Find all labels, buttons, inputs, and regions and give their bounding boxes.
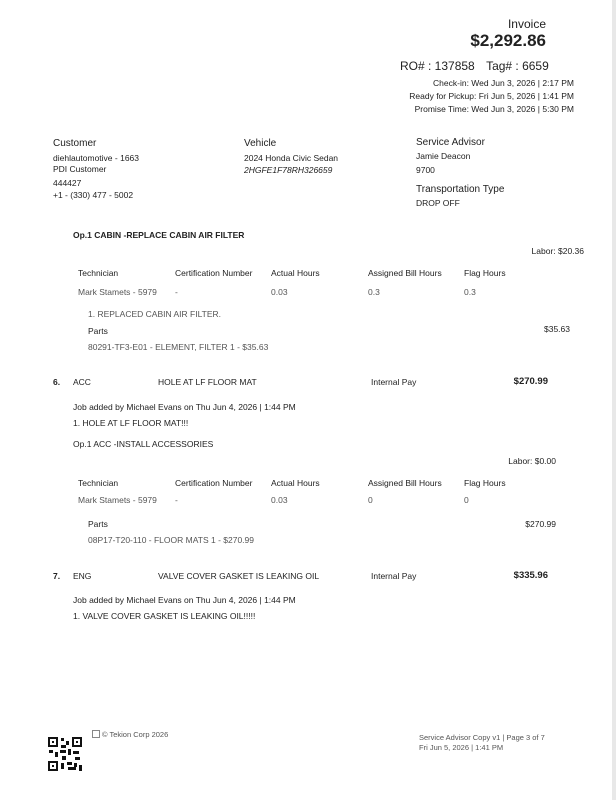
advisor-number: 9700 xyxy=(416,165,435,175)
advisor-label: Service Advisor xyxy=(416,137,485,148)
footer-printed: Fri Jun 5, 2026 | 1:41 PM xyxy=(419,743,504,752)
job6-tech-header-assigned: Assigned Bill Hours xyxy=(368,478,442,488)
tech-row-actual: 0.03 xyxy=(271,287,288,297)
op-cabin-part-line: 80291-TF3-E01 - ELEMENT, FILTER 1 - $35.63 xyxy=(88,342,269,352)
invoice-label: Invoice xyxy=(507,17,546,31)
job6-labor: Labor: $0.00 xyxy=(508,456,556,466)
job7-code: ENG xyxy=(73,571,92,581)
op-cabin-labor: Labor: $20.36 xyxy=(531,246,584,256)
footer-copyright xyxy=(92,730,168,739)
op-cabin-title-text: Op.1 CABIN -REPLACE CABIN AIR FILTER xyxy=(73,230,245,240)
customer-type: PDI Customer xyxy=(53,164,107,174)
job6-tech-row-cert: - xyxy=(175,495,178,505)
calendar-icon xyxy=(92,730,100,738)
job6-tech-row-actual: 0.03 xyxy=(271,495,288,505)
job7-note: 1. VALVE COVER GASKET IS LEAKING OIL!!!!! xyxy=(73,611,256,621)
job7-number: 7. xyxy=(53,571,61,581)
job7-desc: VALVE COVER GASKET IS LEAKING OIL xyxy=(158,571,320,581)
vehicle-model: 2024 Honda Civic Sedan xyxy=(244,153,339,163)
check-in: Check-in: Wed Jun 3, 2026 | 2:17 PM xyxy=(433,78,574,88)
job6-desc: HOLE AT LF FLOOR MAT xyxy=(158,377,257,387)
job6-tech-header-flag: Flag Hours xyxy=(464,478,506,488)
job6-op-title: Op.1 ACC -INSTALL ACCESSORIES xyxy=(73,439,214,449)
advisor-name: Jamie Deacon xyxy=(416,151,471,161)
job6-parts-label: Parts xyxy=(88,519,108,529)
job6-note: 1. HOLE AT LF FLOOR MAT!!! xyxy=(73,418,189,428)
ro-number-text: RO# : 137858 xyxy=(400,59,475,73)
tag-number-text: Tag# : 6659 xyxy=(486,59,549,73)
job6-tech-header-technician: Technician xyxy=(78,478,119,488)
job6-pay: Internal Pay xyxy=(371,377,417,387)
customer-id: 444427 xyxy=(53,178,82,188)
job6-tech-header-certification: Certification Number xyxy=(175,478,253,488)
tech-header-assigned: Assigned Bill Hours xyxy=(368,268,442,278)
tech-row-cert: - xyxy=(175,287,178,297)
tech-header-technician: Technician xyxy=(78,268,119,278)
vehicle-label: Vehicle xyxy=(244,138,277,149)
op-cabin-parts-label: Parts xyxy=(88,326,108,336)
op-cabin-parts-amount: $35.63 xyxy=(544,324,570,334)
ready-for-pickup: Ready for Pickup: Fri Jun 5, 2026 | 1:41 PM xyxy=(409,91,574,101)
job6-code: ACC xyxy=(73,377,91,387)
op-cabin-note: 1. REPLACED CABIN AIR FILTER. xyxy=(88,309,222,319)
job6-tech-row-name: Mark Stamets - 5979 xyxy=(78,495,157,505)
tech-row-assigned: 0.3 xyxy=(368,287,380,297)
job6-added: Job added by Michael Evans on Thu Jun 4, 2026 | 1:44 PM xyxy=(73,402,296,412)
tech-header-actual: Actual Hours xyxy=(271,268,320,278)
job7-amount: $335.96 xyxy=(513,570,548,581)
customer-phone: +1 - (330) 477 - 5002 xyxy=(53,190,134,200)
tech-row-name: Mark Stamets - 5979 xyxy=(78,287,157,297)
job7-pay: Internal Pay xyxy=(371,571,417,581)
job6-part-line: 08P17-T20-110 - FLOOR MATS 1 - $270.99 xyxy=(88,535,254,545)
job6-number: 6. xyxy=(53,377,61,387)
tech-row-flag: 0.3 xyxy=(464,287,476,297)
job6-tech-header-actual: Actual Hours xyxy=(271,478,320,488)
tech-header-flag: Flag Hours xyxy=(464,268,506,278)
transport-value: DROP OFF xyxy=(416,198,460,208)
footer-copy-info: Service Advisor Copy v1 | Page 3 of 7 xyxy=(419,733,545,742)
transport-label: Transportation Type xyxy=(416,184,505,195)
footer-copyright-text: © Tekion Corp 2026 xyxy=(102,730,169,739)
vehicle-vin: 2HGFE1F78RH326659 xyxy=(244,165,333,175)
job7-added: Job added by Michael Evans on Thu Jun 4, 2026 | 1:44 PM xyxy=(73,595,296,605)
promise-time: Promise Time: Wed Jun 3, 2026 | 5:30 PM xyxy=(414,104,574,114)
ro-number xyxy=(400,59,549,73)
tech-header-certification: Certification Number xyxy=(175,268,253,278)
job6-parts-amount: $270.99 xyxy=(525,519,556,529)
job6-amount: $270.99 xyxy=(513,376,548,387)
customer-name: diehlautomotive - 1663 xyxy=(53,153,140,163)
job6-tech-row-assigned: 0 xyxy=(368,495,373,505)
op-cabin-title xyxy=(73,230,244,240)
invoice-total: $2,292.86 xyxy=(470,31,546,50)
page-edge xyxy=(612,0,616,800)
qr-code xyxy=(48,737,82,771)
customer-label: Customer xyxy=(53,138,97,149)
job6-tech-row-flag: 0 xyxy=(464,495,469,505)
